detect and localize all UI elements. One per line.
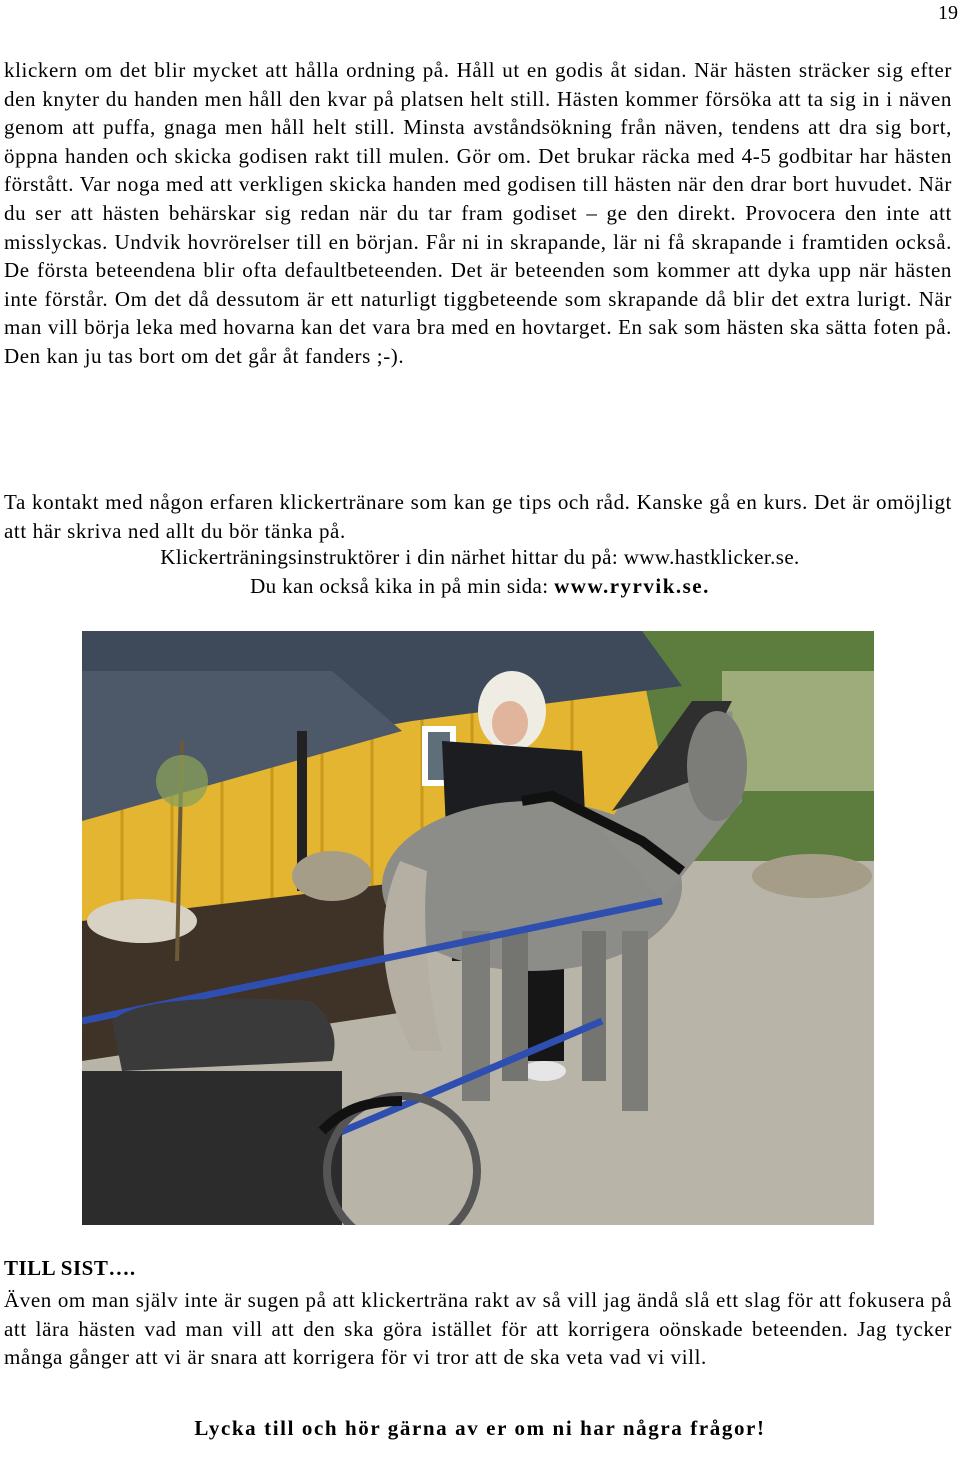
paragraph-final-thoughts: Även om man själv inte är sugen på att klickerträna rakt av så vill jag ändå slå ett slag för att fokusera på att lära hästen vad man vill att den ska göra istället för att korrigera oönskade beteenden. Jag tycker många gånger att vi är snara att korrigera för vi tror att de ska veta vad vi vill. <box>4 1288 952 1370</box>
young-tree-leaves <box>156 755 208 807</box>
pony-head <box>687 711 747 821</box>
pony-leg-front <box>622 931 648 1111</box>
stone <box>292 851 372 901</box>
closing-line: Lycka till och hör gärna av er om ni har några frågor! <box>194 1416 766 1440</box>
pony-leg-front-2 <box>582 931 606 1081</box>
woman-face <box>492 701 528 745</box>
stone-right <box>752 854 872 898</box>
site-line <box>0 574 960 599</box>
paragraph-contact-trainer: Ta kontakt med någon erfaren klickertränare som kan ge tips och råd. Kanske gå en kurs. Det är omöjligt att här skriva ned allt du bör tänka på. <box>4 490 952 543</box>
photo-illustration <box>82 631 874 1225</box>
site-line-prefix: Du kan också kika in på min sida: <box>250 574 555 598</box>
woman-shoe <box>522 1061 566 1081</box>
sulky-seat <box>112 999 335 1072</box>
paragraph-training-instructions: klickern om det blir mycket att hålla ordning på. Håll ut en godis åt sidan. När hästen sträcker sig efter den knyter du handen men håll den kvar på platsen helt still. Hästen kommer försöka att ta sig in i näven genom att puffa, gnaga men håll helt still. Minsta avståndsökning från näven, tendens att dra sig bort, öppna handen och skicka godisen rakt till mulen. Gör om. Det brukar räcka med 4-5 godbitar har hästen förstått. Var noga med att verkligen skicka handen med godisen till hästen när den drar bort huvudet. När du ser att hästen behärskar sig redan när du tar fram godiset – ge den direkt. Provocera den inte att misslyckas. Undvik hovrörelser till en början. Får ni in skrapande, lär ni få skrapande i framtiden också. De första beteendena blir ofta defaultbeteenden. Det är beteenden som kommer att dyka upp när hästen inte förstår. Om det då dessutom är ett naturligt tiggbeteende som skrapande då blir det extra lurigt. När man vill börja leka med hovarna kan det vara bra med en hovtarget. En sak som hästen ska sätta foten på. Den kan ju tas bort om det går åt fanders ;-). <box>4 58 952 368</box>
page-number: 19 <box>938 2 958 24</box>
section-heading: TILL SIST…. <box>4 1256 136 1280</box>
stone-left <box>87 899 197 943</box>
site-link[interactable]: www.ryrvik.se. <box>554 574 710 598</box>
instructors-line: Klickerträningsinstruktörer i din närhet hittar du på: www.hastklicker.se. <box>160 545 800 569</box>
sulky-body <box>82 1071 342 1225</box>
photo-woman-with-pony-and-sulky <box>82 631 874 1225</box>
